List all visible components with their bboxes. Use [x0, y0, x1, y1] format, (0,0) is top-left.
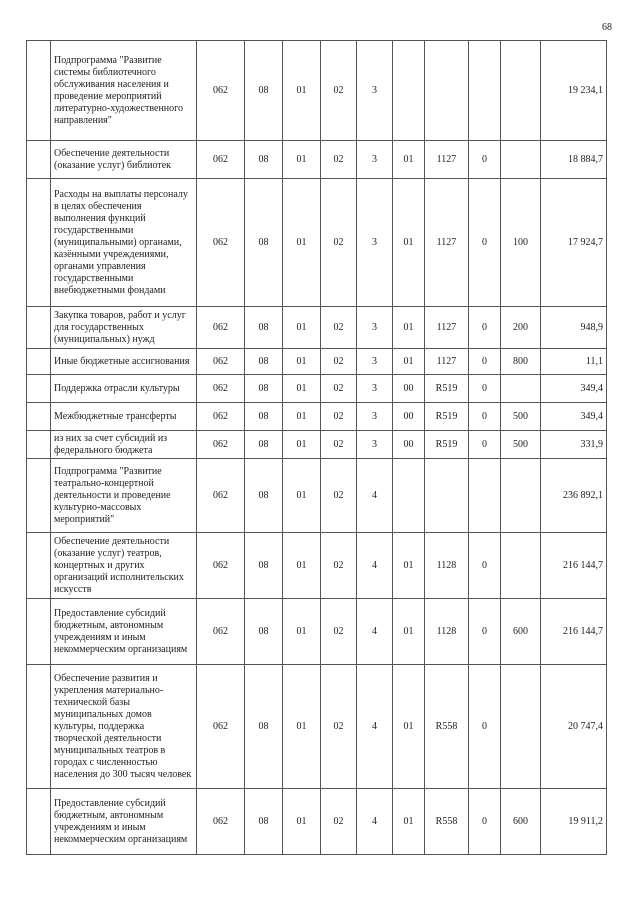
target-code: 0 — [469, 665, 501, 789]
subprogram-code: 3 — [357, 403, 393, 431]
expense-type-code — [501, 375, 541, 403]
program-code: 02 — [321, 375, 357, 403]
amount: 19 234,1 — [541, 41, 607, 141]
blank-cell — [27, 349, 51, 375]
program-code: 02 — [321, 599, 357, 665]
amount: 11,1 — [541, 349, 607, 375]
ministry-code: 062 — [197, 375, 245, 403]
table-row — [27, 403, 607, 431]
table-row — [27, 179, 607, 307]
subprogram-code: 3 — [357, 179, 393, 307]
direction-code: 1127 — [425, 179, 469, 307]
subsection-code: 01 — [283, 179, 321, 307]
target-code: 0 — [469, 403, 501, 431]
section-code: 08 — [245, 403, 283, 431]
ministry-code: 062 — [197, 179, 245, 307]
ministry-code: 062 — [197, 307, 245, 349]
subprogram-code: 3 — [357, 307, 393, 349]
subprogram-code: 4 — [357, 789, 393, 855]
row-name: Межбюджетные трансферты — [51, 403, 197, 431]
row-name: Подпрограмма "Развитие театрально-концертной деятельности и проведение культурно-массовых мероприятий" — [51, 459, 197, 533]
blank-cell — [27, 41, 51, 141]
ministry-code: 062 — [197, 599, 245, 665]
table-row — [27, 459, 607, 533]
direction-code: R519 — [425, 431, 469, 459]
main-event-code: 01 — [393, 789, 425, 855]
subsection-code: 01 — [283, 599, 321, 665]
target-code: 0 — [469, 349, 501, 375]
expense-type-code — [501, 141, 541, 179]
expense-type-code — [501, 41, 541, 141]
row-name: Расходы на выплаты персоналу в целях обеспечения выполнения функций государственными (муниципальными) органами, казёнными учреждениями, органами управления государственными внебюджетными фондами — [51, 179, 197, 307]
table-row — [27, 599, 607, 665]
subprogram-code: 3 — [357, 349, 393, 375]
main-event-code: 01 — [393, 533, 425, 599]
direction-code: 1127 — [425, 307, 469, 349]
amount: 349,4 — [541, 375, 607, 403]
amount: 236 892,1 — [541, 459, 607, 533]
table-row — [27, 349, 607, 375]
direction-code: 1128 — [425, 599, 469, 665]
subprogram-code: 4 — [357, 599, 393, 665]
ministry-code: 062 — [197, 789, 245, 855]
direction-code: R519 — [425, 403, 469, 431]
ministry-code: 062 — [197, 141, 245, 179]
row-name: Закупка товаров, работ и услуг для государственных (муниципальных) нужд — [51, 307, 197, 349]
section-code: 08 — [245, 599, 283, 665]
section-code: 08 — [245, 789, 283, 855]
expense-type-code: 600 — [501, 599, 541, 665]
row-name: из них за счет субсидий из федерального бюджета — [51, 431, 197, 459]
target-code: 0 — [469, 431, 501, 459]
target-code — [469, 459, 501, 533]
ministry-code: 062 — [197, 41, 245, 141]
subprogram-code: 4 — [357, 459, 393, 533]
row-name: Подпрограмма "Развитие системы библиотечного обслуживания населения и проведение мероприятий литературно-художественного направления" — [51, 41, 197, 141]
target-code — [469, 41, 501, 141]
subsection-code: 01 — [283, 349, 321, 375]
subprogram-code: 3 — [357, 431, 393, 459]
main-event-code: 01 — [393, 179, 425, 307]
program-code: 02 — [321, 403, 357, 431]
table-row — [27, 41, 607, 141]
direction-code: R558 — [425, 665, 469, 789]
subprogram-code: 3 — [357, 375, 393, 403]
program-code: 02 — [321, 459, 357, 533]
target-code: 0 — [469, 179, 501, 307]
main-event-code: 01 — [393, 349, 425, 375]
program-code: 02 — [321, 533, 357, 599]
section-code: 08 — [245, 141, 283, 179]
blank-cell — [27, 431, 51, 459]
amount: 948,9 — [541, 307, 607, 349]
table-row — [27, 141, 607, 179]
expense-type-code: 100 — [501, 179, 541, 307]
subsection-code: 01 — [283, 665, 321, 789]
ministry-code: 062 — [197, 665, 245, 789]
subprogram-code: 4 — [357, 665, 393, 789]
main-event-code: 00 — [393, 375, 425, 403]
subsection-code: 01 — [283, 431, 321, 459]
program-code: 02 — [321, 179, 357, 307]
table-row — [27, 431, 607, 459]
target-code: 0 — [469, 141, 501, 179]
expense-type-code: 500 — [501, 403, 541, 431]
amount: 20 747,4 — [541, 665, 607, 789]
expense-type-code — [501, 665, 541, 789]
main-event-code: 01 — [393, 599, 425, 665]
program-code: 02 — [321, 349, 357, 375]
table-row — [27, 665, 607, 789]
subsection-code: 01 — [283, 307, 321, 349]
direction-code: R558 — [425, 789, 469, 855]
subsection-code: 01 — [283, 403, 321, 431]
subsection-code: 01 — [283, 41, 321, 141]
amount: 18 884,7 — [541, 141, 607, 179]
direction-code: 1127 — [425, 349, 469, 375]
row-name: Обеспечение деятельности (оказание услуг) библиотек — [51, 141, 197, 179]
expense-type-code: 800 — [501, 349, 541, 375]
table-row — [27, 375, 607, 403]
table-body — [27, 41, 607, 855]
expense-type-code: 500 — [501, 431, 541, 459]
section-code: 08 — [245, 307, 283, 349]
blank-cell — [27, 533, 51, 599]
subprogram-code: 3 — [357, 141, 393, 179]
main-event-code: 00 — [393, 403, 425, 431]
section-code: 08 — [245, 431, 283, 459]
blank-cell — [27, 179, 51, 307]
expense-type-code — [501, 533, 541, 599]
amount: 216 144,7 — [541, 599, 607, 665]
subsection-code: 01 — [283, 533, 321, 599]
ministry-code: 062 — [197, 431, 245, 459]
subprogram-code: 4 — [357, 533, 393, 599]
direction-code: 1127 — [425, 141, 469, 179]
blank-cell — [27, 599, 51, 665]
main-event-code: 01 — [393, 141, 425, 179]
row-name: Поддержка отрасли культуры — [51, 375, 197, 403]
target-code: 0 — [469, 533, 501, 599]
row-name: Обеспечение деятельности (оказание услуг) театров, концертных и других организаций исполнительских искусств — [51, 533, 197, 599]
table-row — [27, 789, 607, 855]
blank-cell — [27, 307, 51, 349]
row-name: Иные бюджетные ассигнования — [51, 349, 197, 375]
blank-cell — [27, 665, 51, 789]
expense-type-code: 600 — [501, 789, 541, 855]
subsection-code: 01 — [283, 459, 321, 533]
amount: 19 911,2 — [541, 789, 607, 855]
section-code: 08 — [245, 179, 283, 307]
program-code: 02 — [321, 665, 357, 789]
row-name: Предоставление субсидий бюджетным, автономным учреждениям и иным некоммерческим организациям — [51, 599, 197, 665]
program-code: 02 — [321, 789, 357, 855]
section-code: 08 — [245, 349, 283, 375]
direction-code — [425, 459, 469, 533]
main-event-code: 00 — [393, 431, 425, 459]
section-code: 08 — [245, 665, 283, 789]
amount: 17 924,7 — [541, 179, 607, 307]
blank-cell — [27, 459, 51, 533]
main-event-code — [393, 41, 425, 141]
ministry-code: 062 — [197, 533, 245, 599]
table-row — [27, 533, 607, 599]
subsection-code: 01 — [283, 141, 321, 179]
amount: 216 144,7 — [541, 533, 607, 599]
target-code: 0 — [469, 375, 501, 403]
main-event-code: 01 — [393, 665, 425, 789]
main-event-code: 01 — [393, 307, 425, 349]
section-code: 08 — [245, 375, 283, 403]
blank-cell — [27, 375, 51, 403]
direction-code: 1128 — [425, 533, 469, 599]
program-code: 02 — [321, 141, 357, 179]
subsection-code: 01 — [283, 789, 321, 855]
direction-code — [425, 41, 469, 141]
target-code: 0 — [469, 307, 501, 349]
section-code: 08 — [245, 533, 283, 599]
budget-table — [26, 40, 607, 855]
subsection-code: 01 — [283, 375, 321, 403]
expense-type-code: 200 — [501, 307, 541, 349]
ministry-code: 062 — [197, 349, 245, 375]
ministry-code: 062 — [197, 403, 245, 431]
program-code: 02 — [321, 41, 357, 141]
target-code: 0 — [469, 789, 501, 855]
subprogram-code: 3 — [357, 41, 393, 141]
program-code: 02 — [321, 431, 357, 459]
table-row — [27, 307, 607, 349]
target-code: 0 — [469, 599, 501, 665]
blank-cell — [27, 789, 51, 855]
program-code: 02 — [321, 307, 357, 349]
expense-type-code — [501, 459, 541, 533]
amount: 349,4 — [541, 403, 607, 431]
direction-code: R519 — [425, 375, 469, 403]
section-code: 08 — [245, 459, 283, 533]
blank-cell — [27, 403, 51, 431]
amount: 331,9 — [541, 431, 607, 459]
row-name: Предоставление субсидий бюджетным, автономным учреждениям и иным некоммерческим организациям — [51, 789, 197, 855]
row-name: Обеспечение развития и укрепления материально-технической базы муниципальных домов культуры, поддержка творческой деятельности муниципальных театров в городах с численностью населения до 300 тысяч человек — [51, 665, 197, 789]
blank-cell — [27, 141, 51, 179]
ministry-code: 062 — [197, 459, 245, 533]
page-number: 68 — [602, 22, 612, 33]
section-code: 08 — [245, 41, 283, 141]
main-event-code — [393, 459, 425, 533]
